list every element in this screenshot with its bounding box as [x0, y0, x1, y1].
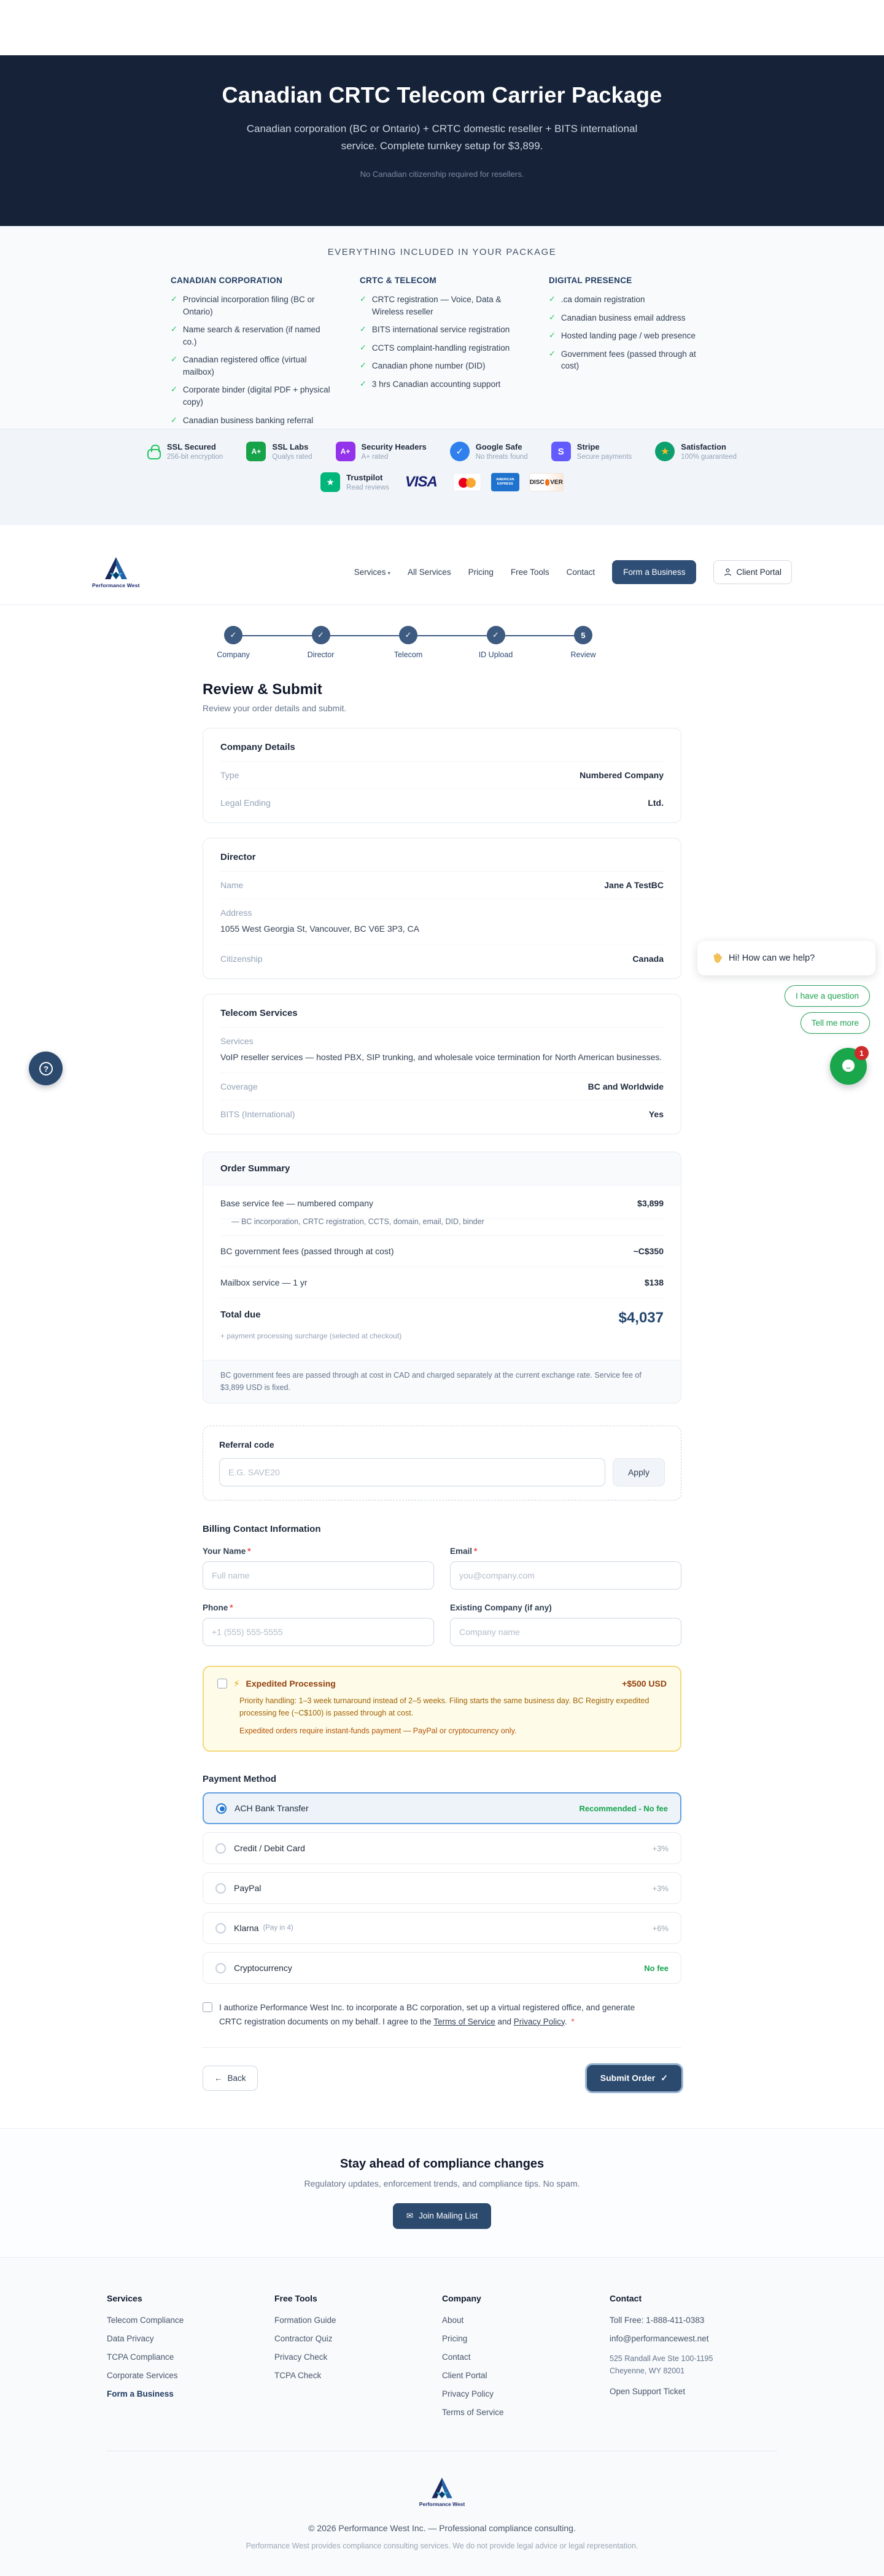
company-name-input[interactable]: [450, 1618, 681, 1646]
lightning-icon: ⚡: [233, 1679, 240, 1690]
check-circle-icon: ✓: [450, 442, 470, 461]
nav-menu: [354, 560, 792, 584]
newsletter-section: [0, 2128, 884, 2257]
order-total-note: + payment processing surcharge (selected at checkout): [220, 1332, 402, 1341]
lock-icon: [147, 449, 161, 459]
included-item: ✓ Canadian business banking referral: [171, 415, 335, 427]
step-check-icon: ✓: [312, 626, 330, 644]
required-asterisk: *: [230, 1603, 233, 1613]
check-icon: ✓: [661, 2072, 668, 2083]
detail-row: BITS (International) Yes: [220, 1109, 664, 1120]
field-existing-company: Existing Company (if any) Company name: [450, 1603, 681, 1646]
join-mailing-list-button[interactable]: ✉ Join Mailing List: [393, 2203, 491, 2229]
badge-trustpilot[interactable]: ★ Trustpilot Read reviews: [320, 472, 389, 492]
footer-link[interactable]: Privacy Policy: [442, 2389, 494, 2398]
nav-item-all-services[interactable]: All Services: [408, 568, 451, 577]
included-item: ✓ Canadian registered office (virtual mailbox): [171, 354, 335, 378]
check-icon: ✓: [360, 324, 366, 334]
radio-selected-icon[interactable]: [216, 1803, 227, 1814]
badge-satisfaction: ★ Satisfaction 100% guaranteed: [655, 442, 737, 461]
footer-column-contact: Contact Toll Free: 1-888-411-0383 info@performancewest.net 525 Randall Ave Ste 100-1195 Cheyenne, WY 82001 Open Support Ticket: [610, 2293, 777, 2426]
included-column-corporation: [171, 276, 335, 432]
chat-launcher-button[interactable]: [830, 1048, 867, 1085]
radio-icon[interactable]: [215, 1843, 226, 1854]
check-icon: ✓: [360, 342, 366, 352]
check-icon: ✓: [360, 294, 366, 303]
authorization-checkbox[interactable]: [203, 2002, 212, 2012]
footer-email-link[interactable]: info@performancewest.net: [610, 2333, 709, 2343]
unread-badge: 1: [855, 1046, 869, 1060]
payment-option-klarna[interactable]: Klarna (Pay in 4) +6%: [203, 1912, 681, 1944]
step-check-icon: ✓: [399, 626, 417, 644]
detail-row: Legal Ending Ltd.: [220, 798, 664, 808]
footer-link[interactable]: Client Portal: [442, 2370, 487, 2380]
check-icon: ✓: [171, 415, 177, 424]
check-icon: ✓: [360, 378, 366, 388]
mountain-logo-icon: [99, 556, 133, 581]
footer-phone-link[interactable]: Toll Free: 1-888-411-0383: [610, 2315, 705, 2325]
company-details-card: [203, 728, 681, 823]
form-actions: [203, 2047, 681, 2091]
waving-hand-icon: [711, 952, 723, 964]
authorization-row: I authorize Performance West Inc. to incorporate a BC corporation, set up a virtual registered office, and generate CRTC registration documents on my behalf. I agree to the Terms of Service and Privacy Policy. *: [203, 2001, 681, 2029]
footer-link[interactable]: Corporate Services: [107, 2370, 178, 2380]
field-phone: Phone * +1 (555) 555-5555: [203, 1603, 434, 1646]
question-circle-icon: [38, 1061, 54, 1077]
included-item: ✓ Name search & reservation (if named co.): [171, 324, 335, 348]
mastercard-logo: [453, 473, 481, 491]
badge-google-safe: ✓ Google Safe No threats found: [450, 442, 528, 461]
check-icon: ✓: [549, 330, 556, 340]
director-card: [203, 838, 681, 979]
total-amount: $4,037: [618, 1309, 664, 1327]
detail-row: Address 1055 West Georgia St, Vancouver, BC V6E 3P3, CA: [220, 899, 664, 945]
footer-link[interactable]: Pricing: [442, 2333, 468, 2343]
required-asterisk: *: [474, 1547, 478, 1556]
submit-order-button[interactable]: Submit Order ✓: [587, 2065, 681, 2091]
payment-method-heading: Payment Method: [203, 1774, 277, 1785]
included-item: ✓ Corporate binder (digital PDF + physical copy): [171, 384, 335, 408]
card-title: Director: [220, 852, 664, 872]
footer-support-ticket-link[interactable]: Open Support Ticket: [610, 2387, 686, 2397]
included-column-digital: [549, 276, 713, 432]
nav-item-free-tools[interactable]: Free Tools: [510, 568, 549, 577]
payment-option-crypto[interactable]: Cryptocurrency No fee: [203, 1952, 681, 1984]
footer-column-free-tools: Free Tools Formation Guide Contractor Quiz Privacy Check TCPA Check: [274, 2293, 442, 2426]
phone-input[interactable]: [203, 1618, 434, 1646]
footer-logo: Performance West: [0, 2477, 884, 2507]
footer-column-services: Services Telecom Compliance Data Privacy TCPA Compliance Corporate Services Form a Business: [107, 2293, 274, 2426]
payment-option-ach[interactable]: ACH Bank Transfer Recommended - No fee: [203, 1792, 681, 1824]
copyright: © 2026 Performance West Inc. — Professional compliance consulting.: [308, 2523, 576, 2533]
chat-bubble-icon: [839, 1056, 858, 1076]
newsletter-subtitle: Regulatory updates, enforcement trends, and compliance tips. No spam.: [304, 2178, 580, 2188]
svg-text:?: ?: [43, 1064, 48, 1074]
footer-column-company: Company About Pricing Contact Client Portal Privacy Policy Terms of Service: [442, 2293, 610, 2426]
included-heading: EVERYTHING INCLUDED IN YOUR PACKAGE: [327, 247, 557, 257]
terms-of-service-link[interactable]: Terms of Service: [433, 2016, 495, 2026]
card-title: Company Details: [220, 742, 664, 762]
nav-item-contact[interactable]: Contact: [566, 568, 595, 577]
expedited-processing-box: [203, 1666, 681, 1752]
footer-link[interactable]: Formation Guide: [274, 2315, 336, 2325]
step-number: 5: [574, 626, 592, 644]
radio-icon[interactable]: [215, 1883, 226, 1894]
check-icon: ✓: [549, 312, 556, 322]
main-content: [0, 605, 884, 2128]
detail-row: Coverage BC and Worldwide: [220, 1073, 664, 1101]
referral-box: [203, 1426, 681, 1501]
expedited-title: Expedited Processing: [246, 1679, 336, 1689]
brand-name: Performance West: [92, 582, 140, 588]
hero-title: Canadian CRTC Telecom Carrier Package: [222, 82, 662, 107]
order-line: Mailbox service — 1 yr $138: [220, 1267, 664, 1298]
check-icon: ✓: [549, 348, 556, 358]
stripe-icon: S: [551, 442, 571, 461]
star-circle-icon: ★: [655, 442, 675, 461]
step-review[interactable]: 5 Review: [559, 626, 608, 659]
card-title: Telecom Services: [220, 1008, 664, 1028]
included-item: ✓ Canadian phone number (DID): [360, 360, 524, 372]
order-footnote: BC government fees are passed through at cost in CAD and charged separately at the current exchange rate. Service fee of $3,899 USD is fixed.: [203, 1360, 681, 1403]
footer-link[interactable]: Terms of Service: [442, 2407, 504, 2417]
discover-dot-icon: [545, 479, 550, 486]
nav-item-pricing[interactable]: Pricing: [468, 568, 494, 577]
check-icon: ✓: [360, 361, 366, 370]
referral-input[interactable]: [219, 1458, 605, 1486]
chat-quick-reply-more[interactable]: Tell me more: [801, 1012, 870, 1034]
a-plus-badge-icon: A+: [336, 442, 355, 461]
left-arrow-icon: ←: [214, 2073, 223, 2083]
step-telecom[interactable]: ✓ Telecom: [384, 626, 433, 659]
footer-link[interactable]: Data Privacy: [107, 2333, 154, 2343]
radio-icon[interactable]: [215, 1923, 226, 1934]
step-id-upload[interactable]: ✓ ID Upload: [471, 626, 521, 659]
badge-security-headers: A+ Security Headers A+ rated: [336, 442, 427, 461]
trustpilot-star-icon: ★: [320, 472, 340, 492]
included-item: ✓ 3 hrs Canadian accounting support: [360, 378, 524, 391]
detail-row: Name Jane A TestBC: [220, 872, 664, 899]
chevron-down-icon: ▾: [387, 570, 391, 576]
navbar: [0, 540, 884, 605]
included-item: ✓ Canadian business email address: [549, 312, 713, 324]
trust-section: [0, 429, 884, 525]
check-icon: ✓: [171, 294, 177, 303]
field-your-name: Your Name * Full name: [203, 1547, 434, 1590]
disclaimer: Performance West provides compliance consulting services. We do not provide legal advice or legal representation.: [246, 2541, 638, 2550]
page-subtitle: Review your order details and submit.: [203, 703, 347, 713]
a-plus-badge-icon: A+: [246, 442, 266, 461]
included-item: ✓ CRTC registration — Voice, Data & Wireless reseller: [360, 294, 524, 318]
order-total-row: Total due $4,037: [220, 1309, 664, 1327]
included-item: ✓ Provincial incorporation filing (BC or Ontario): [171, 294, 335, 318]
detail-row: Citizenship Canada: [220, 953, 664, 964]
discover-logo: DISC VER: [529, 473, 564, 491]
expedited-price: +$500 USD: [622, 1679, 667, 1689]
footer-link[interactable]: Telecom Compliance: [107, 2315, 184, 2325]
expedited-checkbox[interactable]: [217, 1679, 227, 1688]
order-line: Base service fee — numbered company $3,899: [220, 1188, 664, 1219]
email-input[interactable]: [450, 1561, 681, 1590]
badge-ssl-labs: A+ SSL Labs Qualys rated: [246, 442, 312, 461]
payment-option-paypal[interactable]: PayPal +3%: [203, 1872, 681, 1904]
billing-heading: Billing Contact Information: [203, 1524, 321, 1535]
hero-section: [0, 55, 884, 226]
field-email: Email * you@company.com: [450, 1547, 681, 1590]
fee-badge: No fee: [644, 1963, 669, 1973]
included-item: ✓ Hosted landing page / web presence: [549, 330, 713, 342]
fee-badge: +3%: [652, 1883, 669, 1893]
required-asterisk: *: [247, 1547, 251, 1556]
telecom-services-card: [203, 994, 681, 1135]
footer-link[interactable]: TCPA Check: [274, 2370, 322, 2380]
progress-stepper: [209, 626, 608, 659]
step-company[interactable]: ✓ Company: [209, 626, 258, 659]
step-director[interactable]: ✓ Director: [297, 626, 346, 659]
column-title: DIGITAL PRESENCE: [549, 276, 632, 285]
back-button[interactable]: ← Back: [203, 2066, 258, 2091]
step-check-icon: ✓: [487, 626, 505, 644]
form-a-business-button[interactable]: Form a Business: [612, 560, 696, 584]
referral-label: Referral code: [219, 1440, 274, 1450]
footer-link[interactable]: Contractor Quiz: [274, 2333, 333, 2343]
spacer: [0, 525, 884, 540]
newsletter-title: Stay ahead of compliance changes: [339, 2156, 545, 2171]
fee-badge: +3%: [652, 1843, 669, 1853]
brand-logo[interactable]: [92, 556, 140, 588]
required-asterisk: *: [571, 2016, 575, 2026]
column-title: CRTC & TELECOM: [360, 276, 436, 285]
detail-row: Type Numbered Company: [220, 762, 664, 789]
amex-logo: AMERICAN EXPRESS: [491, 473, 519, 491]
footer-link[interactable]: Contact: [442, 2352, 471, 2362]
fee-badge: +6%: [652, 1923, 669, 1933]
footer-address: 525 Randall Ave Ste 100-1195 Cheyenne, WY 82001: [610, 2354, 713, 2376]
expedited-note: Expedited orders require instant-funds payment — PayPal or cryptocurrency only.: [239, 1726, 517, 1735]
order-summary-card: [203, 1152, 681, 1403]
name-input[interactable]: [203, 1561, 434, 1590]
expedited-description: Priority handling: 1–3 week turnaround instead of 2–5 weeks. Filing starts the same business day. BC Registry expedited processing fee (~C$100) is passed through at cost.: [239, 1696, 649, 1717]
payment-option-card[interactable]: Credit / Debit Card +3%: [203, 1832, 681, 1864]
footer-link[interactable]: TCPA Compliance: [107, 2352, 174, 2362]
order-line-note: — BC incorporation, CRTC registration, CCTS, domain, email, DID, binder: [220, 1217, 664, 1236]
mountain-logo-icon: [427, 2477, 457, 2500]
client-portal-button[interactable]: Client Portal: [713, 560, 792, 584]
step-check-icon: ✓: [224, 626, 242, 644]
hero-subtitle: Canadian corporation (BC or Ontario) + CRTC domestic reseller + BITS international service. Complete turnkey setup for $3,899.: [246, 123, 638, 152]
included-item: ✓ BITS international service registration: [360, 324, 524, 336]
included-section: [0, 226, 884, 429]
footer-link-form-a-business[interactable]: Form a Business: [107, 2389, 174, 2398]
included-item: ✓ CCTS complaint-handling registration: [360, 342, 524, 354]
check-icon: ✓: [171, 324, 177, 334]
order-summary-title: Order Summary: [203, 1152, 681, 1185]
included-column-telecom: [360, 276, 524, 432]
top-strip: [0, 0, 884, 55]
fee-badge: Recommended - No fee: [579, 1803, 668, 1813]
order-line: BC government fees (passed through at cost) ~C$350: [220, 1236, 664, 1267]
person-icon: [724, 568, 732, 576]
nav-item-services[interactable]: Services ▾: [354, 568, 391, 577]
badge-ssl-secured: SSL Secured 256-bit encryption: [147, 442, 223, 461]
help-button[interactable]: [29, 1052, 63, 1085]
hero-note: No Canadian citizenship required for resellers.: [360, 170, 524, 179]
included-item: ✓ Government fees (passed through at cost): [549, 348, 713, 372]
radio-icon[interactable]: [215, 1963, 226, 1973]
privacy-policy-link[interactable]: Privacy Policy: [513, 2016, 565, 2026]
page-title: Review & Submit: [203, 681, 322, 698]
footer-link[interactable]: Privacy Check: [274, 2352, 328, 2362]
detail-row: Services VoIP reseller services — hosted PBX, SIP trunking, and wholesale voice termination for North American businesses.: [220, 1028, 664, 1074]
check-icon: ✓: [171, 384, 177, 394]
envelope-icon: ✉: [406, 2211, 414, 2220]
visa-logo: VISA: [405, 474, 437, 490]
apply-button[interactable]: Apply: [613, 1458, 665, 1486]
column-title: CANADIAN CORPORATION: [171, 276, 282, 285]
check-icon: ✓: [549, 294, 556, 303]
check-icon: ✓: [171, 354, 177, 364]
chat-greeting-bubble[interactable]: Hi! How can we help?: [697, 941, 875, 975]
footer: [0, 2257, 884, 2576]
badge-stripe: S Stripe Secure payments: [551, 442, 632, 461]
chat-quick-reply-question[interactable]: I have a question: [785, 985, 870, 1007]
included-item: ✓ .ca domain registration: [549, 294, 713, 306]
footer-link[interactable]: About: [442, 2315, 464, 2325]
